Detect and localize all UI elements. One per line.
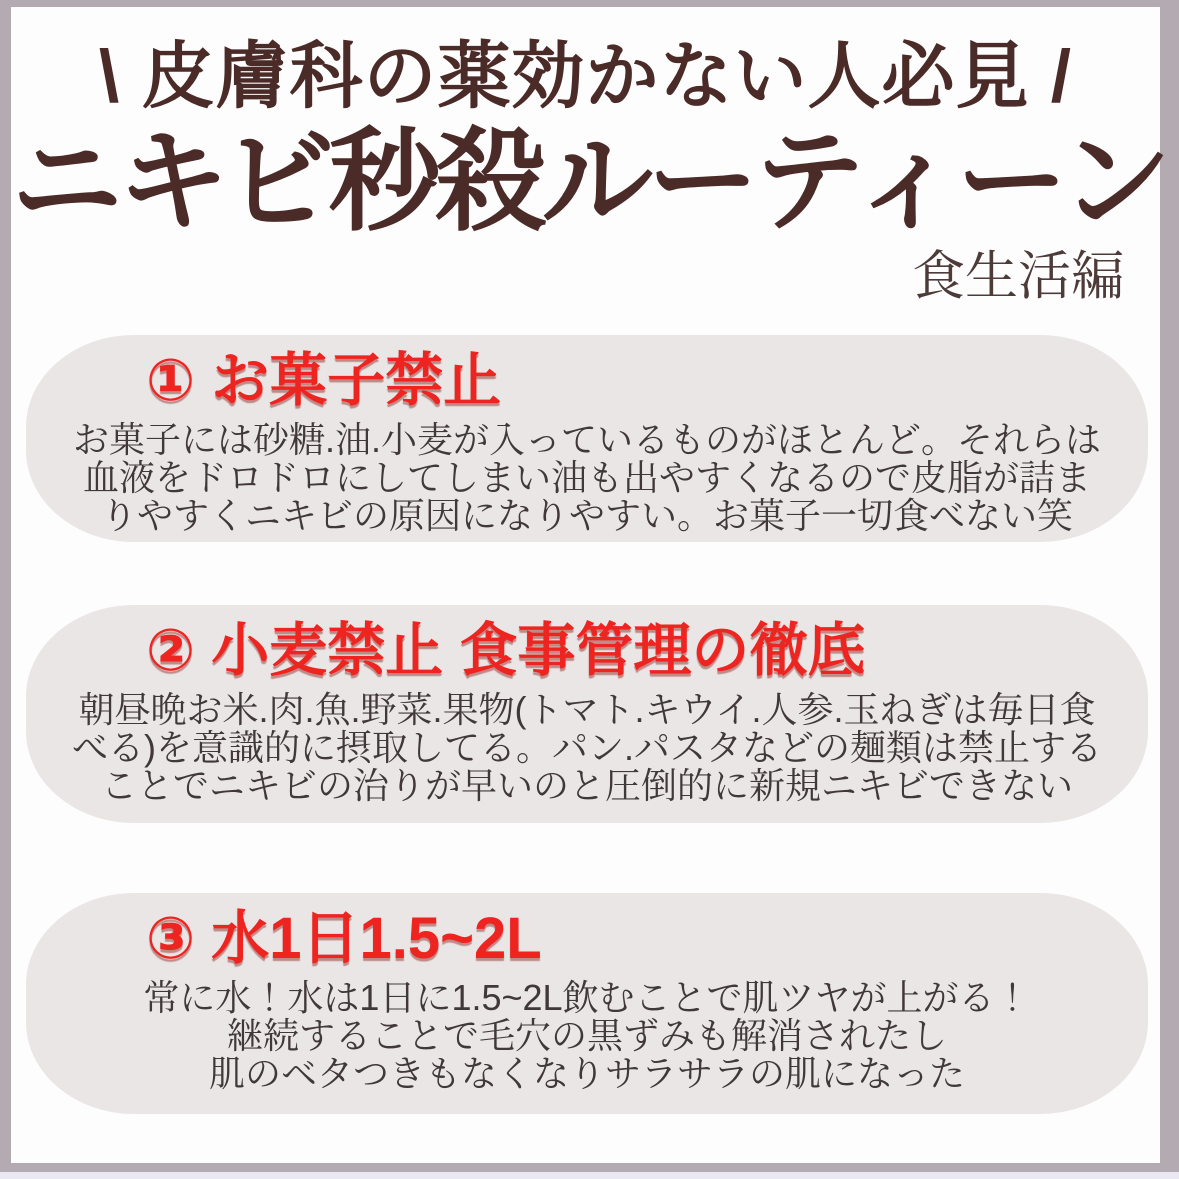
- tip-body-water: [26, 976, 1148, 1094]
- tip-body-line: 朝昼晩お米.肉.魚.野菜.果物(トマト.キウイ.人参.玉ねぎは毎日食: [78, 688, 1096, 730]
- tip-body-line: お菓子には砂糖.油.小麦が入っているものがほとんど。それらは: [72, 418, 1101, 460]
- tip-body-line: ことでニキビの治りが早いのと圧倒的に新規ニキビできない: [100, 764, 1073, 806]
- tip-box-sweets: [26, 335, 1148, 542]
- tip-heading-sweets: ① お菓子禁止: [146, 348, 502, 413]
- tip-heading-water: ③ 水1日1.5~2L: [146, 906, 542, 971]
- tip-body-line: 肌のベタつきもなくなりサラサラの肌になった: [208, 1052, 965, 1094]
- tip-body-line: 血液をドロドロにしてしまい油も出やすくなるので皮脂が詰ま: [82, 456, 1091, 498]
- tip-body-sweets: [26, 418, 1148, 536]
- tip-body-wheat: [26, 688, 1148, 806]
- tip-box-wheat: [26, 605, 1148, 823]
- tip-body-line: 常に水！水は1日に1.5~2L飲むことで肌ツヤが上がる！: [143, 976, 1031, 1018]
- tip-body-line: 継続することで毛穴の黒ずみも解消されたし: [226, 1014, 947, 1056]
- tip-body-line: べる)を意識的に摂取してる。パン.パスタなどの麺類は禁止する: [72, 726, 1102, 768]
- tip-heading-wheat: ② 小麦禁止 食事管理の徹底: [146, 618, 866, 683]
- header-slogan: \ 皮膚科の薬効かない人必見 /: [98, 36, 1073, 117]
- header-subtitle: 食生活編: [912, 247, 1124, 307]
- bottom-strip: [0, 1172, 1179, 1179]
- tip-box-water: [26, 893, 1148, 1114]
- content-card: [11, 7, 1166, 1163]
- tip-body-line: りやすくニキビの原因になりやすい。お菓子一切食べない笑: [100, 494, 1073, 536]
- page-title: ニキビ秒殺ルーティーン: [11, 118, 1166, 244]
